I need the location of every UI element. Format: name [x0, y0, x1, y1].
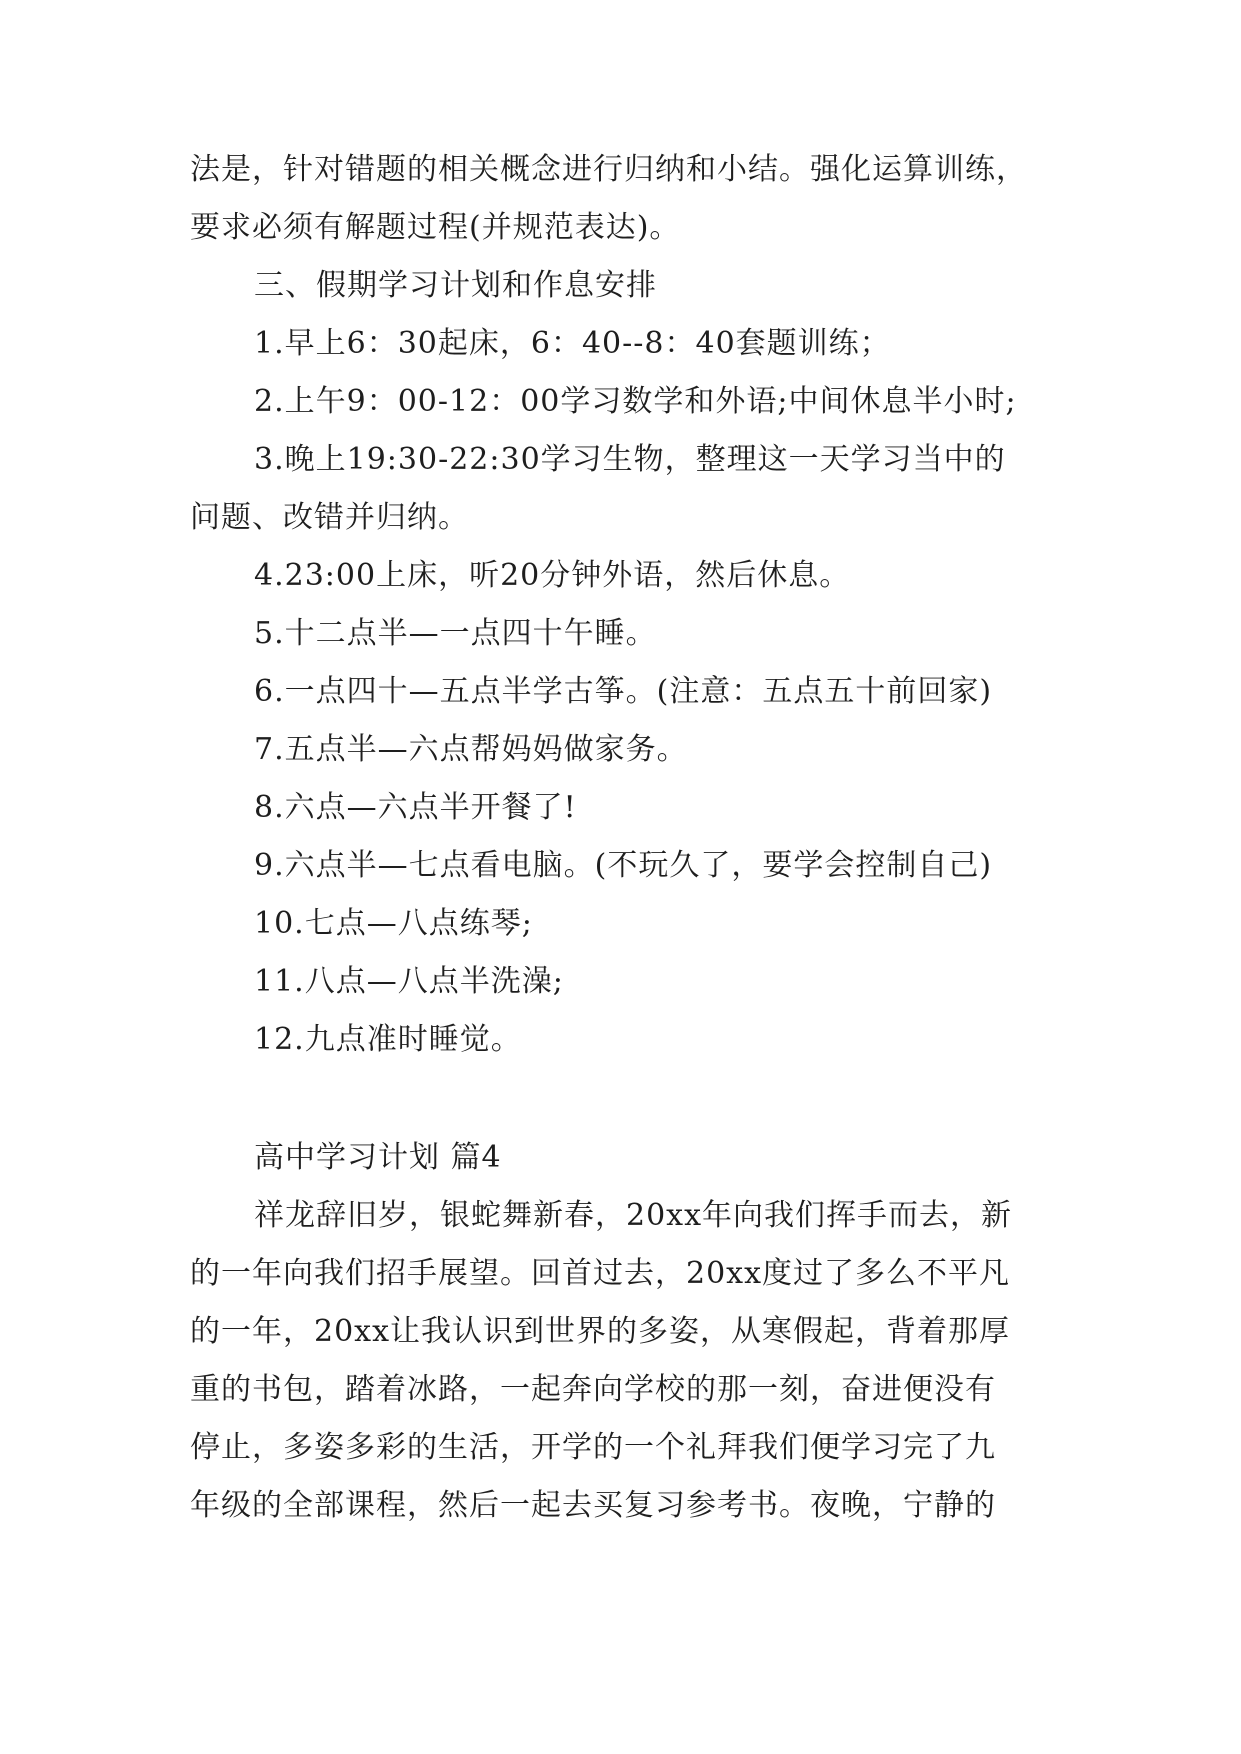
paragraph-line: 年级的全部课程，然后一起去买复习参考书。夜晚，宁静的 [190, 1488, 996, 1523]
schedule-item: 12.九点准时睡觉。 [254, 1022, 522, 1057]
paragraph-line: 的一年向我们招手展望。回首过去，20xx度过了多么不平凡 [190, 1256, 1011, 1291]
paragraph-line: 要求必须有解题过程(并规范表达)。 [190, 210, 681, 245]
schedule-item: 4.23:00上床，听20分钟外语，然后休息。 [254, 558, 851, 593]
paragraph-line: 的一年，20xx让我认识到世界的多姿，从寒假起，背着那厚 [190, 1314, 1011, 1349]
schedule-item: 5.十二点半—一点四十午睡。 [254, 616, 657, 651]
paragraph-line: 停止，多姿多彩的生活，开学的一个礼拜我们便学习完了九 [190, 1430, 996, 1465]
schedule-item: 3.晚上19:30-22:30学习生物，整理这一天学习当中的 [254, 442, 1006, 477]
paragraph-line: 祥龙辞旧岁，银蛇舞新春，20xx年向我们挥手而去，新 [254, 1198, 1013, 1233]
schedule-item: 1.早上6：30起床，6：40--8：40套题训练； [254, 326, 891, 361]
schedule-item: 2.上午9：00-12：00学习数学和外语;中间休息半小时; [254, 384, 1017, 419]
schedule-item: 6.一点四十—五点半学古筝。(注意：五点五十前回家) [254, 674, 993, 709]
section-heading: 三、假期学习计划和作息安排 [254, 268, 657, 303]
schedule-item: 10.七点—八点练琴; [254, 906, 533, 941]
schedule-item-continuation: 问题、改错并归纳。 [190, 500, 469, 535]
paragraph-line: 法是，针对错题的相关概念进行归纳和小结。强化运算训练， [190, 152, 1027, 187]
article-title: 高中学习计划 篇4 [254, 1140, 502, 1175]
paragraph-line: 重的书包，踏着冰路，一起奔向学校的那一刻，奋进便没有 [190, 1372, 996, 1407]
schedule-item: 8.六点—六点半开餐了! [254, 790, 577, 825]
schedule-item: 7.五点半—六点帮妈妈做家务。 [254, 732, 688, 767]
schedule-item: 9.六点半—七点看电脑。(不玩久了，要学会控制自己) [254, 848, 993, 883]
schedule-item: 11.八点—八点半洗澡; [254, 964, 564, 999]
